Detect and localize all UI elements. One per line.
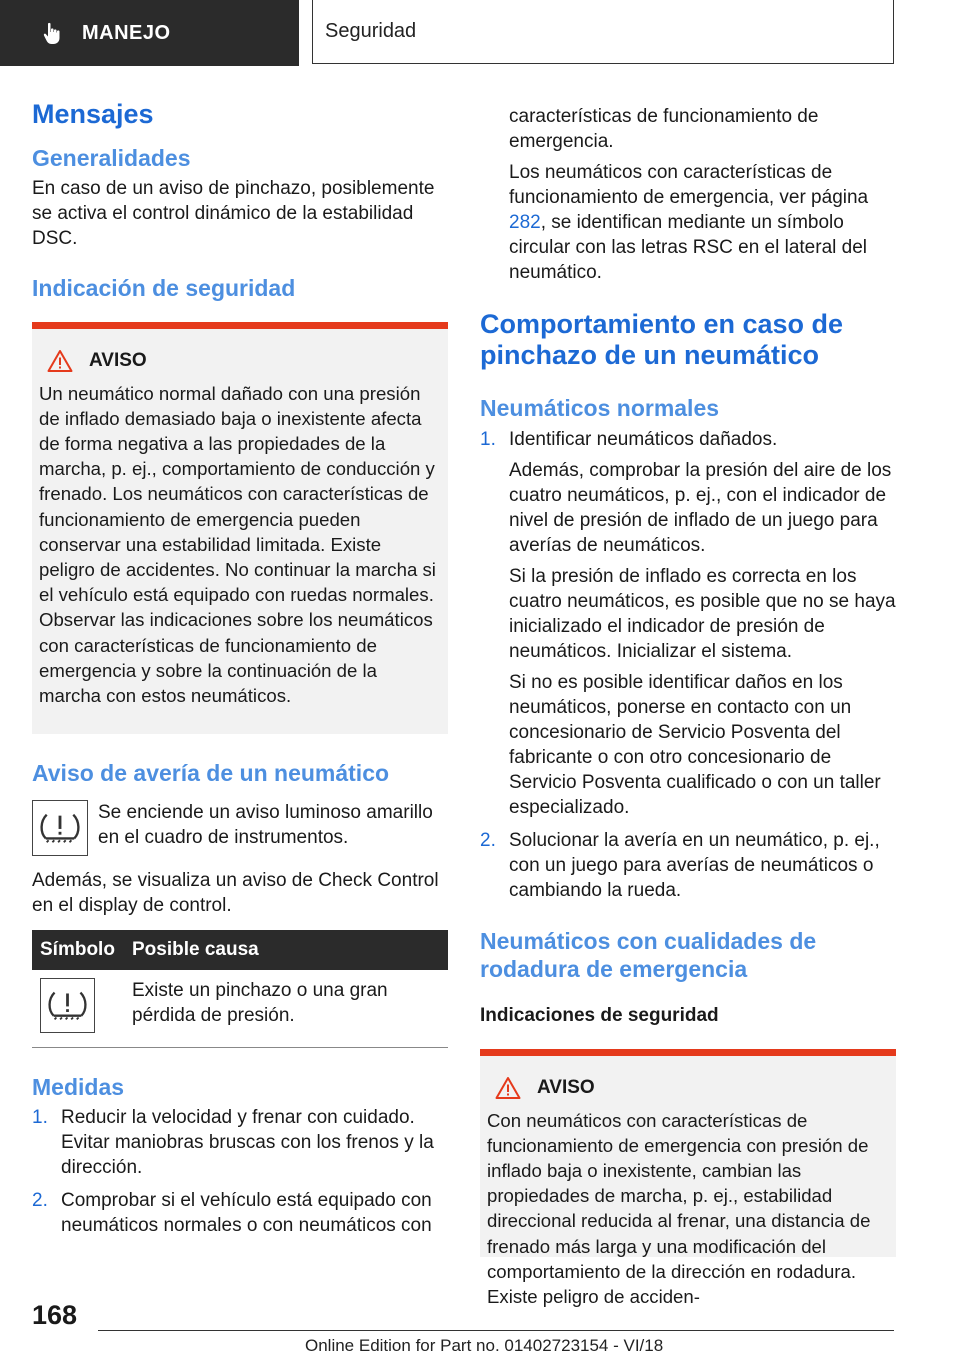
step-detail: Además, comprobar la presión del aire de los cuatro neumáticos, p. ej., con el indicador de nivel de presión de inflado de un juego para averías de neumáticos. — [509, 459, 892, 556]
warning-text: Un neumático normal dañado con una presión de inflado demasiado baja o inexistente afecta de forma negativa a las propiedades de la marcha, p. ej., comportamiento de conducción y frenado. Los neumáticos con características de funcionamiento de emergencia pueden conservar una estabilidad limitada. Existe peligro de accidentes. No continuar la marcha si el vehículo está equipado con ruedas normales. Observar las indicaciones sobre los neumáticos con características de funcionamiento de emergencia y sobre la continuación de la marcha con estos neumáticos. — [39, 382, 436, 707]
fault-text: Se enciende un aviso luminoso amarillo en el cuadro de instrumentos. — [98, 801, 433, 848]
warning-box — [32, 322, 448, 735]
warning-triangle-icon — [47, 349, 73, 373]
rsc-text-a: Los neumáticos con características de funcionamiento de emergencia, ver página — [509, 162, 869, 208]
step-number: 1. — [32, 1107, 48, 1129]
page-number: 168 — [32, 1300, 78, 1330]
step-number: 2. — [480, 829, 496, 851]
left-column — [32, 98, 448, 1238]
col-cause: Posible causa — [124, 930, 448, 970]
page-link[interactable]: 282 — [509, 212, 541, 233]
chapter-label: Seguridad — [325, 20, 417, 42]
tire-pressure-warning-icon — [32, 800, 88, 856]
safety-heading: Indicación de seguridad — [32, 274, 296, 301]
tpms-indicator — [32, 800, 448, 856]
page-header — [0, 0, 960, 66]
page-footer — [0, 1290, 960, 1362]
normal-steps-list — [480, 427, 896, 903]
hand-pointer-icon — [40, 20, 66, 46]
safety-subheading: Indicaciones de seguridad — [480, 1004, 719, 1026]
symbol-cell — [32, 970, 124, 1048]
table-header-row — [32, 930, 448, 970]
fault-heading: Aviso de avería de un neumático — [32, 760, 390, 787]
symbol-table — [32, 930, 448, 1048]
warning-box — [480, 1049, 896, 1308]
step-text: Reducir la velocidad y frenar con cuidado. Evitar maniobras bruscas con los frenos y la dirección. — [61, 1107, 434, 1179]
behavior-heading: Comportamiento en caso de pinchazo de un neumático — [480, 309, 844, 370]
warning-text: Con neumáticos con características de funcionamiento de emergencia con presión de inflado baja o inexistente, cambian las propiedades de marcha, p. ej., estabilidad direccional reducida al frenar, una distancia de frenado más larga y una modificación del comportamiento de la dirección en rodadura. Existe peligro de acciden- — [487, 1109, 871, 1308]
col-symbol: Símbolo — [32, 930, 124, 970]
page-title: Mensajes — [32, 99, 154, 129]
list-item — [32, 1188, 448, 1238]
list-item — [480, 828, 896, 903]
section-label: MANEJO — [82, 21, 171, 44]
step-number: 1. — [480, 428, 496, 450]
edition-text: Online Edition for Part no. 01402723154 - VI/18 — [305, 1336, 664, 1355]
warning-title — [39, 349, 440, 373]
measures-list — [32, 1105, 448, 1238]
general-heading: Generalidades — [32, 145, 191, 172]
cause-cell: Existe un pinchazo o una gran pérdida de presión. — [124, 970, 448, 1048]
general-text: En caso de un aviso de pinchazo, posiblemente se activa el control dinámico de la estabilidad DSC. — [32, 177, 435, 249]
warning-triangle-icon — [495, 1076, 521, 1100]
table-row — [32, 970, 448, 1048]
list-item — [32, 1105, 448, 1180]
measures-heading: Medidas — [32, 1073, 125, 1100]
continuation-text: características de funcionamiento de emergencia. — [509, 106, 819, 152]
rsc-text-b: , se identifican mediante un símbolo circular con las letras RSC en el lateral del neumático. — [509, 212, 867, 283]
step-number: 2. — [32, 1190, 48, 1212]
section-tab[interactable] — [0, 0, 299, 66]
warning-label: AVISO — [89, 349, 147, 371]
runflat-heading: Neumáticos con cualidades de rodadura de emergencia — [480, 927, 817, 982]
chapter-tab[interactable] — [312, 0, 894, 64]
rsc-text — [480, 160, 896, 285]
step-text: Solucionar la avería en un neumático, p. ej., con un juego para averías de neumáticos o cambiando la rueda. — [509, 829, 880, 901]
step-detail: Si no es posible identificar daños en los neumáticos, ponerse en contacto con un concesionario de Servicio Posventa del fabricante o con otro concesionario de Servicio Posventa cualificado o con un taller especializado. — [509, 671, 881, 818]
step-text: Comprobar si el vehículo está equipado con neumáticos normales o con neumáticos con — [61, 1190, 432, 1237]
step-detail: Si la presión de inflado es correcta en los cuatro neumáticos, es posible que no se haya inicializado el indicador de presión de neumáticos. Inicializar el sistema. — [509, 565, 896, 662]
warning-title — [487, 1076, 888, 1100]
list-item — [480, 427, 896, 820]
normal-tires-heading: Neumáticos normales — [480, 395, 720, 421]
right-column — [480, 104, 896, 1308]
check-control-text: Además, se visualiza un aviso de Check Control en el display de control. — [32, 869, 439, 916]
tire-pressure-warning-icon — [40, 978, 95, 1033]
footer-divider — [98, 1330, 894, 1331]
step-text: Identificar neumáticos dañados. — [509, 428, 778, 450]
warning-label: AVISO — [537, 1076, 595, 1098]
